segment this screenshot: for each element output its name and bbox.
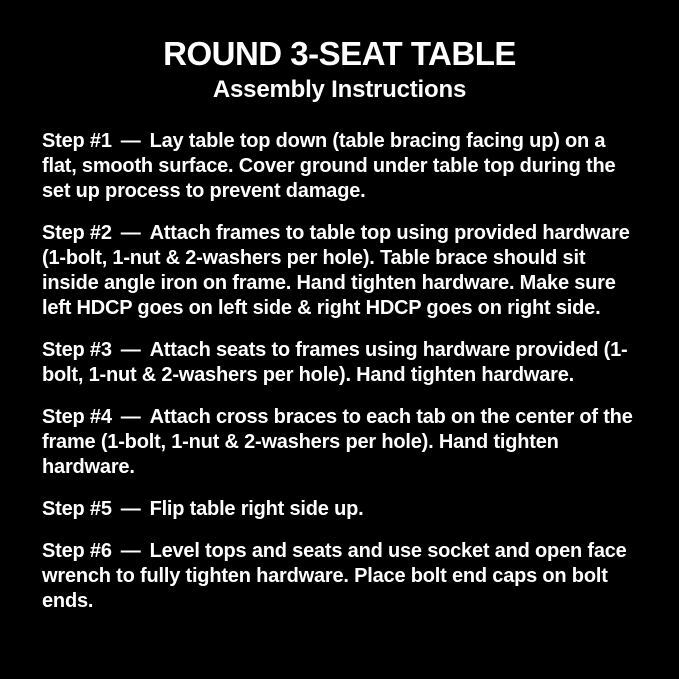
step-3-dash: — [120, 339, 141, 362]
step-2-text: Attach frames to table top using provided hardware (1-bolt, 1-nut & 2-washers per hole). Table brace should sit inside angle iron on frame. Hand tighten hardware. Make sure left HDCP goes on left side & right HDCP goes on right side. [42, 222, 630, 320]
step-1 [42, 129, 641, 204]
header [0, 0, 679, 105]
step-6-label: Step #6 [42, 540, 112, 563]
step-2-label: Step #2 [42, 222, 112, 245]
step-1-label: Step #1 [42, 130, 112, 153]
step-4 [42, 405, 641, 480]
step-5-dash: — [120, 498, 141, 521]
step-5-label: Step #5 [42, 498, 112, 521]
step-1-dash: — [120, 130, 141, 153]
steps-list [0, 129, 679, 614]
step-6 [42, 539, 641, 614]
step-1-text: Lay table top down (table bracing facing up) on a flat, smooth surface. Cover ground under table top during the set up process to prevent damage. [42, 130, 616, 203]
step-4-dash: — [120, 406, 141, 429]
step-5-text: Flip table right side up. [149, 498, 364, 521]
step-6-text: Level tops and seats and use socket and open face wrench to fully tighten hardware. Place bolt end caps on bolt ends. [42, 540, 627, 613]
step-3 [42, 338, 641, 388]
step-3-text: Attach seats to frames using hardware provided (1-bolt, 1-nut & 2-washers per hole). Hand tighten hardware. [42, 339, 628, 387]
step-4-label: Step #4 [42, 406, 112, 429]
step-6-dash: — [120, 540, 141, 563]
step-2 [42, 221, 641, 321]
page-subtitle: Assembly Instructions [212, 76, 467, 104]
step-5 [42, 497, 641, 522]
step-4-text: Attach cross braces to each tab on the center of the frame (1-bolt, 1-nut & 2-washers per hole). Hand tighten hardware. [42, 406, 633, 479]
step-3-label: Step #3 [42, 339, 112, 362]
page-title: ROUND 3-SEAT TABLE [163, 35, 516, 72]
step-2-dash: — [120, 222, 141, 245]
